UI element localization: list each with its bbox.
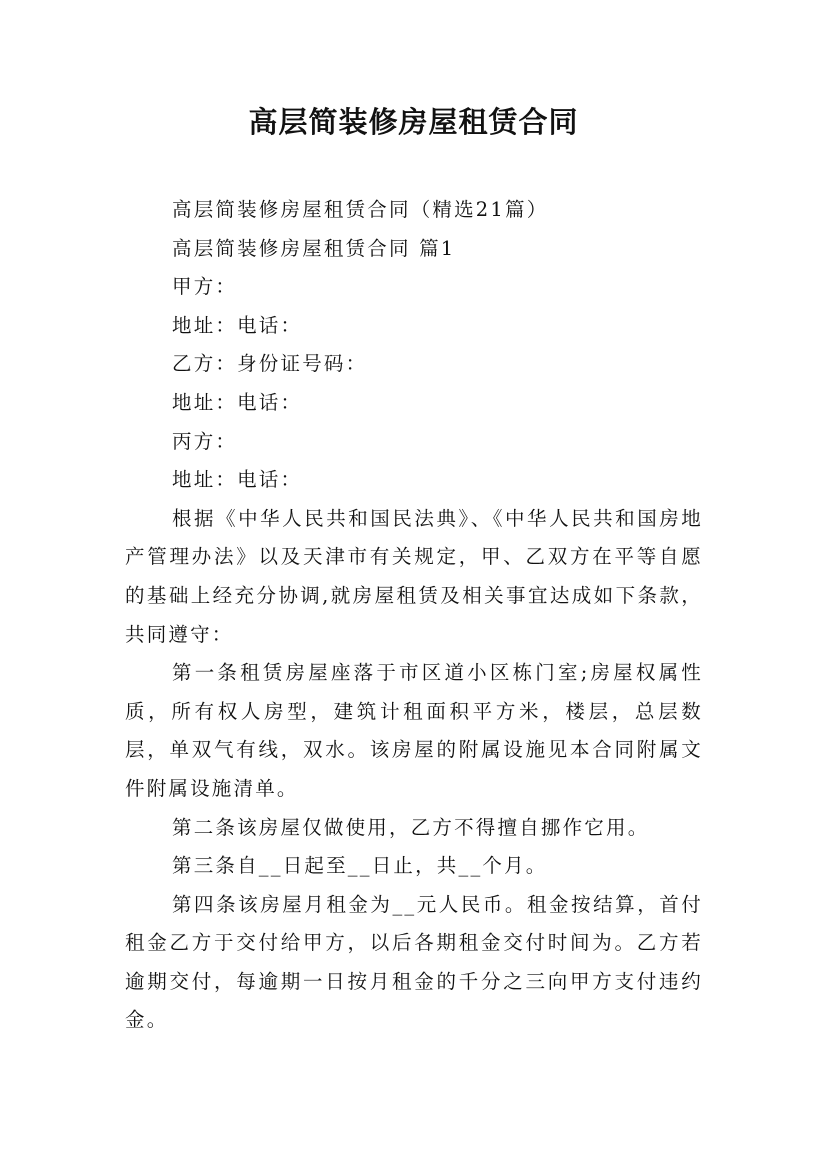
section-heading: 高层简装修房屋租赁合同 篇1: [172, 236, 456, 260]
party-c-address-line: 地址：电话：: [172, 468, 303, 492]
article-3-paragraph: 第三条自__日起至__日止，共__个月。: [172, 854, 548, 878]
party-a-line: 甲方：: [172, 275, 238, 299]
document-body: [125, 191, 703, 1040]
document-title: 高层简装修房屋租赁合同: [248, 105, 579, 139]
subtitle-line: 高层简装修房屋租赁合同（精选21篇）: [172, 198, 549, 221]
article-4-paragraph: 第四条该房屋月租金为__元人民币。租金按结算，首付租金乙方于交付给甲方，以后各期租金交付时间为。乙方若逾期交付，每逾期一日按月租金的千分之三向甲方支付违约金。: [125, 892, 703, 1032]
party-b-line: 乙方：身份证号码：: [172, 352, 368, 376]
party-a-address-line: 地址：电话：: [172, 313, 303, 337]
preamble-paragraph: 根据《中华人民共和国民法典》、《中华人民共和国房地产管理办法》以及天津市有关规定，甲、乙双方在平等自愿的基础上经充分协调,就房屋租赁及相关事宜达成如下条款，共同遵守：: [125, 506, 703, 646]
party-b-address-line: 地址：电话：: [172, 390, 303, 414]
article-1-paragraph: 第一条租赁房屋座落于市区道小区栋门室;房屋权属性质，所有权人房型，建筑计租面积平方米，楼层，总层数层，单双气有线，双水。该房屋的附属设施见本合同附属文件附属设施清单。: [125, 661, 703, 800]
article-2-paragraph: 第二条该房屋仅做使用，乙方不得擅自挪作它用。: [172, 815, 650, 839]
party-c-line: 丙方：: [172, 429, 238, 453]
